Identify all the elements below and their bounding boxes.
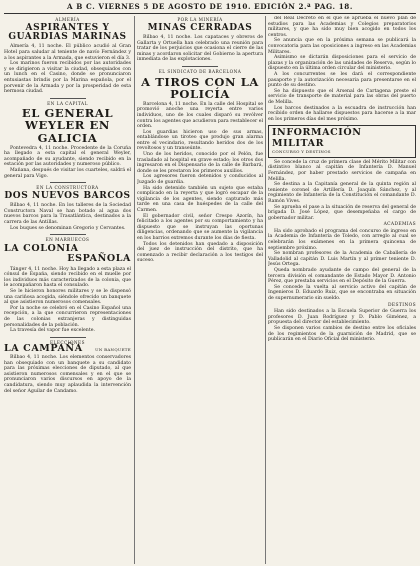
article-paragraph: Se aprueba el pase a la situación de reserva del general de brigada D. José López, que desempeñaba el cargo de gobernador militar. (268, 204, 416, 221)
article-paragraph: Asimismo se dictarán disposiciones para el servicio de plazas y la organización de las unidades de Reserva, según lo dispuesto en la última orden circular del ministerio. (268, 55, 416, 72)
section-kicker: POR LA MINERÍA (177, 17, 223, 22)
headline-line-2: ESPAÑOLA (67, 253, 131, 265)
article-headline: ASPIRANTES Y GUARDIAS MARINAS (8, 22, 127, 43)
article-divider (182, 66, 218, 67)
column-1 (4, 16, 131, 564)
article-paragraph: del Real Decreto en el que se aprueba el nuevo plan de estudios para las Academias y Colegios preparatorios militares, y que ha sido muy bien acogido en todos los centros. (268, 16, 416, 38)
article-divider (50, 337, 86, 338)
section-kicker: EL SINDICATO DE BARCELONA (158, 69, 242, 74)
article-paragraph: Pontevedra 4, 11 noche. Procedente de la Coruña ha llegado a esta capital el general Weyler, acompañado de su ayudante, siendo recibido en la estación por las autoridades y numeroso público. (4, 145, 131, 168)
article-paragraph: Los guardias hicieron uso de sus armas, entablándose un tiroteo que produjo gran alarma entre el vecindario, resultando heridos dos de los revoltosos y un transeúnte. (137, 129, 263, 152)
column-3 (268, 16, 416, 564)
section-box (268, 125, 416, 157)
article-paragraph: Se destina a la Capitanía general de la quinta región al teniente coronel de Artillería D. Joaquín Sánchez, y al regimiento de Infantería de la Constitución el comandante D. Ramón Vives. (268, 182, 416, 204)
article-paragraph: La travesía del vapor fue excelente. (10, 328, 95, 334)
headline-title: LA CAMPAÑA (4, 343, 83, 355)
article-headline: A TIROS CON LA POLICÍA (141, 74, 259, 101)
article-paragraph: Los buques se denominan Gregorio y Cervantes. (10, 225, 126, 231)
article-headline (4, 244, 131, 265)
section-subtitle-row (272, 149, 412, 155)
article-paragraph: Ha sido aprobado el programa del concurso de ingreso en la Academia de Infantería de Toledo, con arreglo al cual se celebrarán los exámenes en la primera quincena de septiembre próximo. (268, 228, 416, 251)
article-divider (50, 234, 86, 235)
headline-line-1: LA COLONIA (4, 242, 79, 254)
article-paragraph: Se le hicieron honores militares y se le dispensó una cariñosa acogida, siéndole ofrecido un banquete al que asistieron numerosos comensales. (4, 289, 131, 306)
article-paragraph: Se concede la vuelta al servicio activo del capitán de Ingenieros D. Eduardo Ruiz, que se encontraba en situación de supernumerario sin sueldo. (268, 284, 416, 301)
section-subhead: DESTINOS (387, 302, 416, 308)
article-headline: EL GENERAL WEYLER EN GALICIA (21, 106, 114, 145)
article-paragraph: Uno de los heridos, conocido por el Pelón, fue trasladado al hospital en grave estado; los otros dos ingresaron en el Dispensario de la calle de Barbará, donde se les prestaron los primeros auxilios. (137, 152, 263, 174)
section-kicker: ELECCIONES (50, 339, 85, 345)
column-2 (137, 16, 263, 564)
section-kicker: EN MARRUECOS (45, 237, 90, 243)
article-headline: DOS NUEVOS BARCOS (4, 190, 131, 201)
section-title: INFORMACIÓN MILITAR (272, 127, 362, 149)
section-kicker: EN LA CAPITAL (47, 100, 88, 106)
article-paragraph: Se ha dispuesto que el Arsenal de Cartagena preste el servicio de transporte de material para las obras del puerto de Melilla. (268, 88, 416, 105)
article-paragraph: Se disponen varios cambios de destino entre los oficiales de los regimientos de la guarnición de Madrid, que se publicarán en el Diario Oficial del ministerio. (268, 325, 416, 343)
article-paragraph: Todos los detenidos han quedado a disposición del juez de instrucción del distrito, que ha comenzado a recibir declaración a los testigos del suceso. (137, 241, 263, 264)
column-rule (265, 16, 266, 564)
article-paragraph: Han sido destinados a la Escuela Superior de Guerra los profesores D. Juan Rodríguez y D. Pablo Giménez, a propuesta del director del establecimiento. (268, 309, 416, 326)
article-paragraph: Se concede la cruz de primera clase del Mérito Militar con distintivo blanco al capitán de Infantería D. Manuel Fernández, por haber prestado servicios de campaña en Melilla. (268, 159, 416, 182)
section-kicker: ALMERÍA (55, 17, 80, 22)
article-divider (50, 182, 86, 183)
page-header: A B C. VIERNES 5 DE AGOSTO DE 1910. EDICIÓN 2.ª PAG. 18. (66, 2, 354, 11)
article-paragraph: Los agresores fueron detenidos y conducidos al Juzgado de guardia. (137, 174, 263, 186)
article-paragraph: Ha sido detenido también un sujeto que estaba complicado en la reyerta y que logró escapar de la vigilancia de los agentes, siendo capturado más tarde en una casa de huéspedes de la calle del Carmen. (137, 185, 263, 213)
section-subtitle: CONCURSO Y DESTINOS (272, 149, 331, 155)
article-paragraph: Bilbao 4, 11 noche. En los talleres de la Sociedad Constructora Naval se han botado al agua dos nuevos barcos para la Trasatlántica, destinados a la carrera de las Antillas. (4, 203, 131, 225)
article-headline (4, 343, 131, 355)
article-paragraph: Queda nombrado ayudante de campo del general de la tercera división el comandante de Estado Mayor D. Antonio Pérez, que prestaba servicios en el Depósito de la Guerra. (268, 268, 416, 285)
article-paragraph: Mañana, después de visitar los cuarteles, saldrá el general para Vigo. (4, 167, 131, 179)
headline-subtitle: UN BANQUETE (95, 347, 131, 353)
article-paragraph: Por la noche se celebró en el Casino Español una recepción, a la que concurrieron representaciones de las colonias extranjeras y distinguidas personalidades de la población. (4, 305, 131, 328)
article-paragraph: El gobernador civil, señor Crespo Azorín, ha felicitado a los agentes por su comportamiento y ha dispuesto que se instruyan las oportunas diligencias, ordenando que se aumente la vigilancia en los barrios extremos durante los días de fiesta. (137, 213, 263, 241)
article-paragraph: Tánger 4, 11 noche. Hoy ha llegado a esta plaza el cónsul de España, siendo recibido en el muelle por los individuos más caracterizados de la colonia, que le acompañaron hasta el consulado. (4, 266, 131, 289)
article-headline: MINAS CERRADAS (147, 22, 253, 33)
section-subhead: ACADEMIAS (383, 222, 416, 228)
header-rule (4, 13, 416, 14)
article-paragraph: Bilbao 4, 11 noche. Los elementos conservadores han obsequiado con un banquete a su candidato para las próximas elecciones de diputado, al que asistieron numerosos comensales y en el que se pronunciaron varios discursos en apoyo de la candidatura, siendo muy aplaudida la intervención del señor Aguilar de Candamo. (4, 354, 131, 394)
article-paragraph: Los marinos fueron recibidos por las autoridades y se dirigieron a visitar la ciudad, obsequiados con un lunch en el Casino, donde se pronunciaron entusiastas brindis por la Marina española, por el porvenir de la Armada y por la prosperidad de esta hermosa ciudad. (4, 61, 131, 95)
section-kicker: EN LA CONSTRUCTORA (36, 185, 99, 191)
article-paragraph: A los concurrentes se les dará el correspondiente pasaporte y la autorización necesaria para presentarse en el punto de su destino. (268, 71, 416, 89)
article-paragraph: Barcelona 4, 11 noche. En la calle del Hospital se promovió anoche una reyerta entre varios individuos, uno de los cuales disparó su revólver contra los agentes que acudieron para restablecer el orden. (137, 101, 263, 130)
article-divider (50, 98, 86, 99)
article-paragraph: Se anuncia que en la próxima semana se publicará la convocatoria para las oposiciones a ingreso en las Academias Militares. (268, 38, 416, 55)
article-paragraph: Se nombran profesores de la Academia de Caballería de Valladolid al capitán D. Luis Martín y al primer teniente D. Jesús Ortega. (268, 251, 416, 268)
column-rule (134, 16, 135, 564)
article-paragraph: Los barcos destinados a la escuadra de instrucción han recibido orden de hallarse dispuestos para hacerse a la mar en los primeros días del mes próximo. (268, 105, 416, 122)
article-paragraph: Bilbao 4, 11 noche. Los capataces y obreros de Gallarta y Ortuella han celebrado una reunión para tratar de los perjuicios que ocasiona el cierre de las minas y acordaron solicitar del Gobierno la apertura inmediata de las explotaciones. (137, 35, 263, 63)
article-paragraph: Almería 4, 11 noche. El público acudió al Gran Hotel para saludar al teniente de navío Fernández y a los aspirantes a la Armada, que estuvieron el día 3. (4, 44, 131, 61)
